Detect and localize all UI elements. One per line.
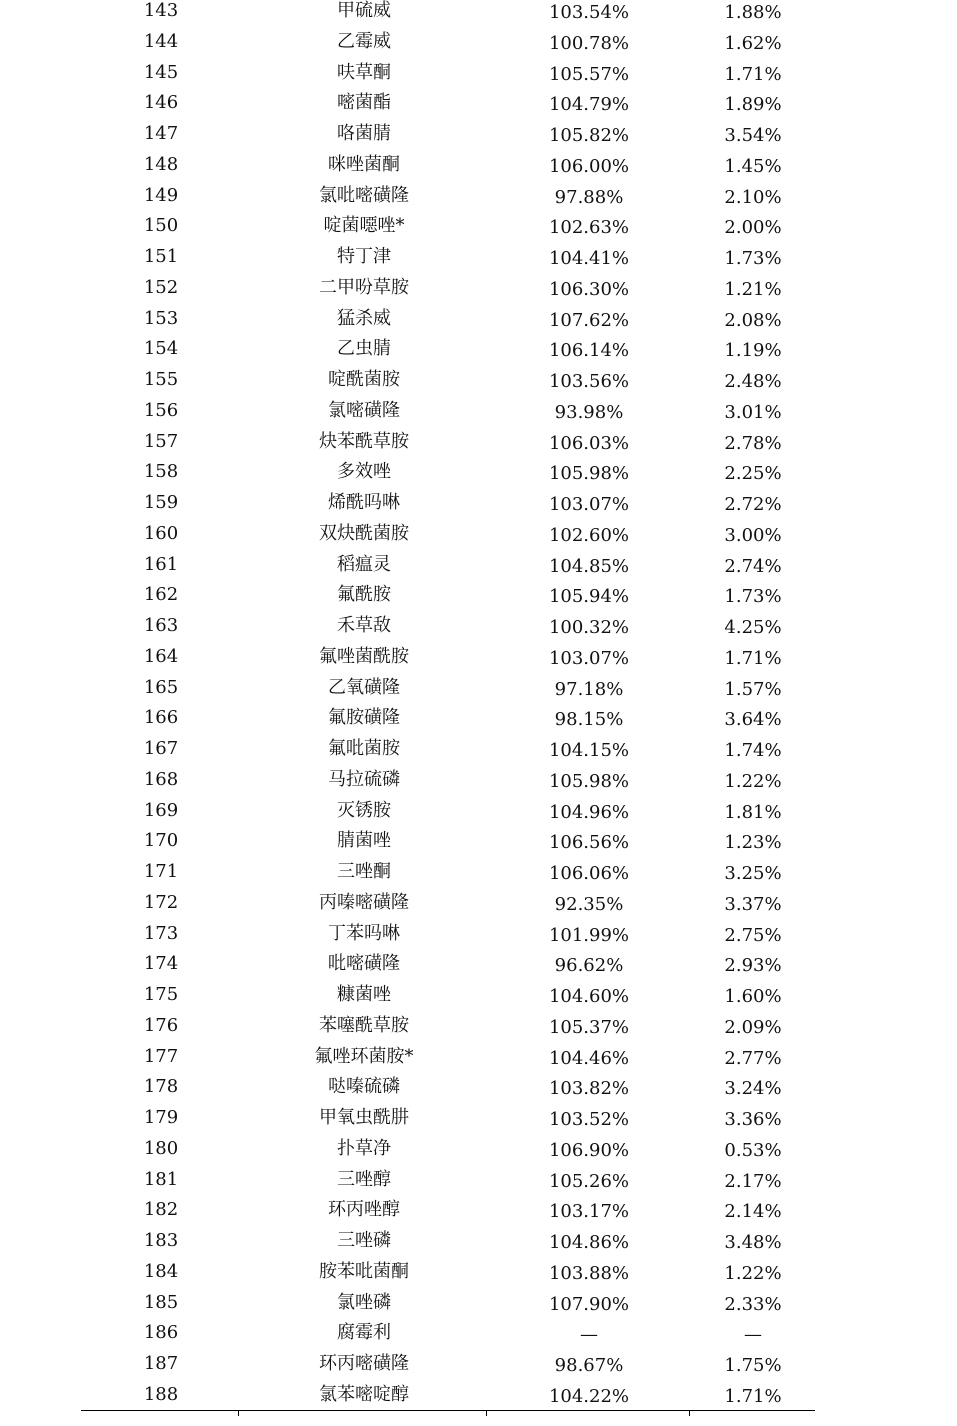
row-number: 143: [143, 0, 179, 21]
rsd-value: 3.54%: [724, 125, 782, 146]
compound-name: 氯吡嘧磺隆: [319, 184, 409, 206]
table-row: [0, 308, 957, 339]
row-number: 155: [143, 369, 179, 390]
table-row: [0, 1261, 957, 1292]
rsd-value: 1.75%: [724, 1355, 782, 1376]
table-row: [0, 1322, 957, 1353]
row-number: 148: [143, 153, 179, 175]
column-divider-tick: [238, 1410, 239, 1416]
table-row: [0, 554, 957, 585]
compound-name: 氯苯嘧啶醇: [319, 1383, 409, 1405]
recovery-value: 97.18%: [554, 678, 624, 700]
table-row: [0, 1169, 957, 1200]
compound-name: 乙霉威: [337, 30, 391, 52]
table-row: [0, 215, 957, 246]
recovery-value: 97.88%: [554, 186, 624, 208]
rsd-value: 2.75%: [724, 924, 782, 946]
row-number: 185: [143, 1291, 179, 1313]
compound-name: 丁苯吗啉: [328, 922, 400, 944]
row-number: 188: [143, 1383, 179, 1405]
row-number: 167: [143, 738, 179, 759]
row-number: 162: [143, 584, 179, 606]
row-number: 151: [143, 246, 179, 267]
table-row: [0, 984, 957, 1015]
row-number: 164: [143, 645, 179, 667]
rsd-value: 2.10%: [724, 186, 782, 208]
row-number: 149: [143, 184, 179, 206]
rsd-value: 1.23%: [724, 832, 782, 854]
recovery-value: 100.78%: [548, 32, 630, 54]
rsd-value: —: [744, 1324, 762, 1346]
row-number: 175: [143, 984, 179, 1005]
rsd-value: 1.81%: [724, 801, 782, 823]
compound-name: 环丙唑醇: [328, 1199, 400, 1221]
table-row: [0, 707, 957, 738]
table-row: [0, 154, 957, 185]
compound-name: 苯噻酰草胺: [319, 1014, 409, 1036]
recovery-value: 104.41%: [548, 248, 630, 269]
recovery-value: 104.96%: [548, 801, 630, 823]
rsd-value: 1.19%: [724, 340, 782, 362]
recovery-value: 104.86%: [548, 1232, 630, 1253]
rsd-value: 1.45%: [724, 155, 782, 177]
table-row: [0, 800, 957, 831]
recovery-value: 103.17%: [548, 1201, 630, 1223]
row-number: 169: [143, 799, 179, 821]
table-row: [0, 769, 957, 800]
rsd-value: 1.73%: [724, 586, 782, 608]
compound-name: 烯酰吗啉: [328, 492, 400, 513]
row-number: 165: [143, 676, 179, 698]
compound-name: 氟酰胺: [337, 584, 391, 606]
row-number: 176: [143, 1014, 179, 1036]
recovery-value: 103.54%: [548, 2, 630, 23]
row-number: 182: [143, 1199, 179, 1221]
row-number: 171: [143, 861, 179, 882]
rsd-value: 1.73%: [724, 248, 782, 269]
table-row: [0, 1015, 957, 1046]
compound-name: 三唑磷: [337, 1230, 391, 1251]
rsd-value: 2.72%: [724, 494, 782, 515]
compound-name: 啶菌噁唑*: [323, 215, 405, 237]
row-number: 147: [143, 123, 179, 144]
compound-name: 胺苯吡菌酮: [319, 1260, 409, 1282]
recovery-value: 103.56%: [548, 371, 630, 392]
compound-name: 氟胺磺隆: [328, 707, 400, 729]
compound-name: 糠菌唑: [337, 984, 391, 1005]
compound-name: 氟唑菌酰胺: [319, 645, 409, 667]
compound-name: 乙虫腈: [337, 338, 391, 360]
table-row: [0, 123, 957, 154]
row-number: 166: [143, 707, 179, 729]
row-number: 170: [143, 830, 179, 852]
compound-name: 氯嘧磺隆: [328, 399, 400, 421]
compound-name: 三唑醇: [337, 1168, 391, 1190]
rsd-value: 2.09%: [724, 1016, 782, 1038]
table-row: [0, 62, 957, 93]
table-row: [0, 0, 957, 31]
row-number: 154: [143, 338, 179, 360]
recovery-value: 104.60%: [548, 986, 630, 1007]
rsd-value: 2.78%: [724, 432, 782, 454]
recovery-value: 107.62%: [548, 309, 630, 331]
rsd-value: 2.33%: [724, 1293, 782, 1315]
recovery-value: 98.15%: [554, 709, 624, 731]
recovery-value: 96.62%: [554, 955, 624, 977]
rsd-value: 3.00%: [724, 524, 782, 546]
table-row: [0, 861, 957, 892]
table-row: [0, 923, 957, 954]
rsd-value: 2.48%: [724, 371, 782, 392]
table-row: [0, 338, 957, 369]
table-row: [0, 615, 957, 646]
table-row: [0, 953, 957, 984]
rsd-value: 2.93%: [724, 955, 782, 977]
recovery-value: 93.98%: [554, 401, 624, 423]
row-number: 156: [143, 399, 179, 421]
compound-name: 甲硫威: [337, 0, 391, 21]
row-number: 177: [143, 1045, 179, 1067]
rsd-value: 1.22%: [724, 770, 782, 792]
row-number: 173: [143, 922, 179, 944]
row-number: 172: [143, 891, 179, 913]
compound-name: 甲氧虫酰肼: [319, 1107, 409, 1128]
recovery-value: 105.94%: [548, 586, 630, 608]
rsd-value: 1.74%: [724, 740, 782, 761]
recovery-value: 105.57%: [548, 63, 630, 85]
recovery-value: 105.98%: [548, 463, 630, 485]
rsd-value: 1.71%: [724, 63, 782, 85]
recovery-value: 107.90%: [548, 1293, 630, 1315]
rsd-value: 1.88%: [724, 2, 782, 23]
rsd-value: 1.22%: [724, 1262, 782, 1284]
rsd-value: 1.71%: [724, 647, 782, 669]
recovery-value: 106.14%: [548, 340, 630, 362]
recovery-value: 103.07%: [548, 494, 630, 515]
row-number: 174: [143, 953, 179, 975]
rsd-value: 1.62%: [724, 32, 782, 54]
recovery-value: 100.32%: [548, 617, 630, 638]
table-row: [0, 185, 957, 216]
rsd-value: 3.48%: [724, 1232, 782, 1253]
table-row: [0, 1107, 957, 1138]
rsd-value: 1.71%: [724, 1385, 782, 1407]
row-number: 179: [143, 1107, 179, 1128]
row-number: 184: [143, 1260, 179, 1282]
rsd-value: 2.17%: [724, 1170, 782, 1192]
compound-name: 扑草净: [337, 1137, 391, 1159]
recovery-value: 105.37%: [548, 1016, 630, 1038]
compound-name: 嘧菌酯: [337, 92, 391, 114]
row-number: 186: [143, 1322, 179, 1344]
rsd-value: 4.25%: [724, 617, 782, 638]
table-row: [0, 431, 957, 462]
table-row: [0, 369, 957, 400]
recovery-value: 98.67%: [554, 1355, 624, 1376]
row-number: 178: [143, 1076, 179, 1098]
row-number: 153: [143, 307, 179, 329]
rsd-value: 3.25%: [724, 863, 782, 884]
rsd-value: 2.77%: [724, 1047, 782, 1069]
row-number: 159: [143, 492, 179, 513]
row-number: 181: [143, 1168, 179, 1190]
table-row: [0, 492, 957, 523]
table-row: [0, 277, 957, 308]
row-number: 163: [143, 615, 179, 636]
table-row: [0, 1046, 957, 1077]
row-number: 157: [143, 430, 179, 452]
rsd-value: 1.89%: [724, 94, 782, 116]
compound-name: 禾草敌: [337, 615, 391, 636]
compound-name: 灭锈胺: [337, 799, 391, 821]
recovery-value: 106.06%: [548, 863, 630, 884]
recovery-value: 105.82%: [548, 125, 630, 146]
recovery-value: —: [580, 1324, 598, 1346]
recovery-value: 104.15%: [548, 740, 630, 761]
recovery-value: 101.99%: [548, 924, 630, 946]
recovery-value: 104.22%: [548, 1385, 630, 1407]
table-row: [0, 738, 957, 769]
rsd-value: 1.60%: [724, 986, 782, 1007]
table-row: [0, 1199, 957, 1230]
recovery-value: 92.35%: [554, 893, 624, 915]
rsd-value: 1.21%: [724, 278, 782, 300]
recovery-value: 102.63%: [548, 217, 630, 239]
row-number: 144: [143, 30, 179, 52]
recovery-value: 103.82%: [548, 1078, 630, 1100]
table-row: [0, 523, 957, 554]
compound-name: 咪唑菌酮: [328, 153, 400, 175]
compound-name: 氟唑环菌胺*: [314, 1045, 414, 1067]
recovery-value: 104.85%: [548, 555, 630, 577]
table-row: [0, 1138, 957, 1169]
compound-name: 氯唑磷: [337, 1291, 391, 1313]
rsd-value: 0.53%: [724, 1139, 782, 1161]
recovery-value: 105.98%: [548, 770, 630, 792]
compound-name: 腈菌唑: [337, 830, 391, 852]
compound-name: 特丁津: [337, 246, 391, 267]
recovery-value: 102.60%: [548, 524, 630, 546]
table-bottom-rule: [81, 1410, 815, 1411]
rsd-value: 3.36%: [724, 1109, 782, 1130]
compound-name: 三唑酮: [337, 861, 391, 882]
rsd-value: 3.37%: [724, 893, 782, 915]
table-row: [0, 892, 957, 923]
recovery-value: 104.46%: [548, 1047, 630, 1069]
row-number: 146: [143, 92, 179, 114]
compound-name: 稻瘟灵: [337, 553, 391, 575]
recovery-value: 104.79%: [548, 94, 630, 116]
recovery-value: 103.52%: [548, 1109, 630, 1130]
table-row: [0, 92, 957, 123]
table-row: [0, 461, 957, 492]
row-number: 168: [143, 768, 179, 790]
compound-name: 猛杀威: [337, 307, 391, 329]
table-row: [0, 1292, 957, 1323]
compound-name: 吡嘧磺隆: [328, 953, 400, 975]
compound-name: 环丙嘧磺隆: [319, 1353, 409, 1374]
table-row: [0, 830, 957, 861]
compound-name: 炔苯酰草胺: [319, 430, 409, 452]
compound-name: 双炔酰菌胺: [319, 522, 409, 544]
row-number: 145: [143, 61, 179, 83]
recovery-value: 106.56%: [548, 832, 630, 854]
compound-name: 呋草酮: [337, 61, 391, 83]
column-divider-tick: [486, 1410, 487, 1416]
rsd-value: 3.64%: [724, 709, 782, 731]
rsd-value: 3.01%: [724, 401, 782, 423]
row-number: 152: [143, 276, 179, 298]
table-row: [0, 646, 957, 677]
row-number: 187: [143, 1353, 179, 1374]
recovery-value: 106.00%: [548, 155, 630, 177]
row-number: 158: [143, 461, 179, 483]
recovery-value: 106.03%: [548, 432, 630, 454]
table-row: [0, 1353, 957, 1384]
rsd-value: 2.14%: [724, 1201, 782, 1223]
table-row: [0, 31, 957, 62]
rsd-value: 2.08%: [724, 309, 782, 331]
table-row: [0, 1076, 957, 1107]
table-row: [0, 400, 957, 431]
compound-name: 氟吡菌胺: [328, 738, 400, 759]
recovery-value: 106.30%: [548, 278, 630, 300]
row-number: 180: [143, 1137, 179, 1159]
column-divider-tick: [689, 1410, 690, 1416]
recovery-value: 105.26%: [548, 1170, 630, 1192]
row-number: 161: [143, 553, 179, 575]
compound-name: 哒嗪硫磷: [328, 1076, 400, 1098]
table-row: [0, 1230, 957, 1261]
table-row: [0, 246, 957, 277]
rsd-value: 2.74%: [724, 555, 782, 577]
rsd-value: 1.57%: [724, 678, 782, 700]
recovery-value: 103.07%: [548, 647, 630, 669]
compound-name: 咯菌腈: [337, 123, 391, 144]
row-number: 183: [143, 1230, 179, 1251]
table-row: [0, 677, 957, 708]
rsd-value: 3.24%: [724, 1078, 782, 1100]
recovery-value: 103.88%: [548, 1262, 630, 1284]
recovery-value: 106.90%: [548, 1139, 630, 1161]
rsd-value: 2.25%: [724, 463, 782, 485]
compound-name: 马拉硫磷: [328, 768, 400, 790]
table-row: [0, 584, 957, 615]
rsd-value: 2.00%: [724, 217, 782, 239]
row-number: 150: [143, 215, 179, 237]
row-number: 160: [143, 522, 179, 544]
compound-name: 乙氧磺隆: [328, 676, 400, 698]
compound-name: 二甲吩草胺: [319, 276, 409, 298]
compound-name: 腐霉利: [337, 1322, 391, 1344]
compound-name: 丙嗪嘧磺隆: [319, 891, 409, 913]
compound-name: 啶酰菌胺: [328, 369, 400, 390]
compound-name: 多效唑: [337, 461, 391, 483]
